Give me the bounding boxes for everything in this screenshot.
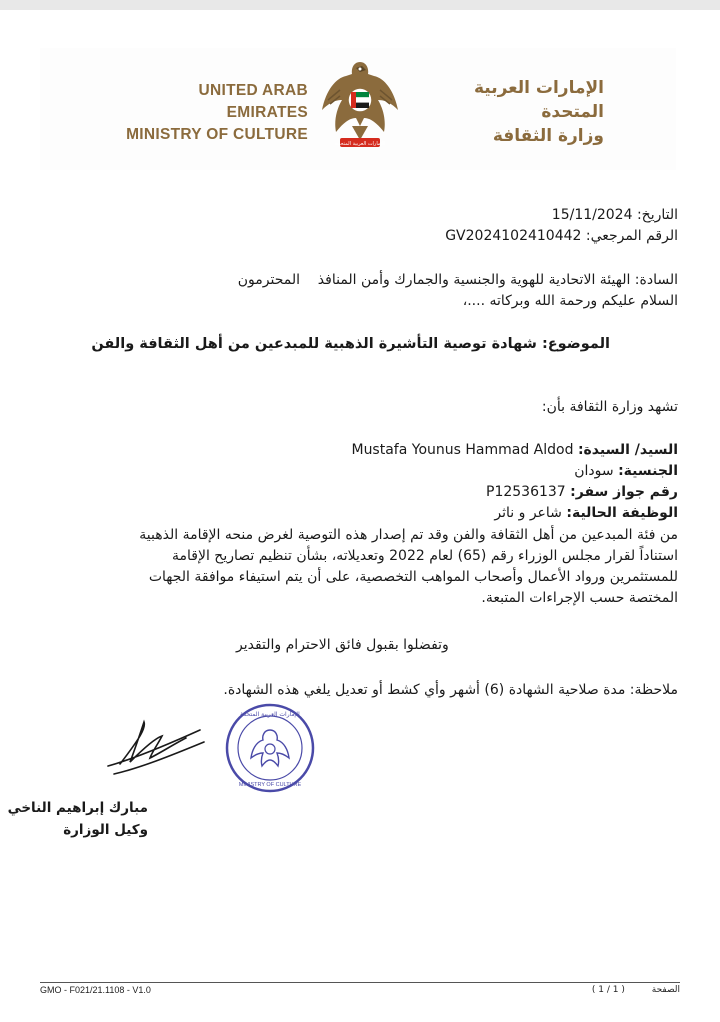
details-block <box>351 440 678 524</box>
body-line: للمستثمرين ورواد الأعمال وأصحاب المواهب التخصصية، على أن يتم استيفاء موافقة الجهات <box>148 569 678 585</box>
reference-label: الرقم المرجعي: <box>585 228 678 244</box>
letterhead-en-line2: MINISTRY OF CULTURE <box>126 126 308 143</box>
body-line: المختصة حسب الإجراءات المتبعة. <box>481 590 678 606</box>
nationality-label: الجنسية: <box>618 463 678 479</box>
greeting-line: السلام عليكم ورحمة الله وبركاته ....، <box>462 293 678 309</box>
note-line: ملاحظة: مدة صلاحية الشهادة (6) أشهر وأي كشط أو تعديل يلغي هذه الشهادة. <box>223 682 678 698</box>
job-value: شاعر و ناثر <box>494 505 562 521</box>
stamp-top-text: الإمارات العربية المتحدة <box>240 711 300 718</box>
page-label: الصفحة <box>651 985 680 995</box>
form-code: GMO - F021/21.1108 - V1.0 <box>40 985 151 995</box>
letterhead-en-line1: UNITED ARAB EMIRATES <box>198 82 308 121</box>
page-value: ( 1 / 1 ) <box>591 985 625 995</box>
letterhead-english <box>118 80 308 146</box>
closing-line: وتفضلوا بقبول فائق الاحترام والتقدير <box>236 637 449 653</box>
letterhead-ar-line2: وزارة الثقافة <box>492 126 604 146</box>
name-label: السيد/ السيدة: <box>577 442 678 458</box>
footer-divider <box>40 982 680 983</box>
date-value: 15/11/2024 <box>551 207 633 223</box>
body-line: من فئة المبدعين من أهل الثقافة والفن وقد تم إصدار هذه التوصية لغرض منحه الإقامة الذهبية <box>139 527 678 543</box>
emblem-ribbon-text: الإمارات العربية المتحدة <box>335 141 385 147</box>
signer-block <box>7 797 148 841</box>
addressee-line: السادة: الهيئة الاتحادية للهوية والجنسية والجمارك وأمن المنافذ المحترمون <box>237 272 678 288</box>
signer-name: مبارك إبراهيم الناخي <box>7 800 148 816</box>
letterhead-ar-line1: الإمارات العربية المتحدة <box>473 78 604 122</box>
intro-line: تشهد وزارة الثقافة بأن: <box>541 399 678 415</box>
passport-label: رقم جواز سفر: <box>570 484 678 500</box>
top-bar <box>0 0 720 10</box>
date-ref-block <box>445 205 678 247</box>
job-row <box>351 503 678 524</box>
passport-value: P12536137 <box>486 484 566 500</box>
addressee-block <box>238 270 678 312</box>
subject-line: الموضوع: شهادة توصية التأشيرة الذهبية للمبدعين من أهل الثقافة والفن <box>91 336 610 352</box>
body-paragraph <box>38 525 678 609</box>
reference-row <box>445 226 678 247</box>
nationality-value: سودان <box>574 463 614 479</box>
official-stamp-icon <box>224 702 316 794</box>
name-row <box>351 440 678 461</box>
nationality-row <box>351 461 678 482</box>
body-line: استناداً لقرار مجلس الوزراء رقم (65) لعام 2022 وتعديلاته، بشأن تنظيم تصاريح الإقامة <box>172 548 678 564</box>
passport-row <box>351 482 678 503</box>
reference-value: GV2024102410442 <box>445 228 582 244</box>
letterhead-arabic <box>408 76 604 148</box>
stamp-bottom-text: MINISTRY OF CULTURE <box>238 782 302 788</box>
signature-icon <box>100 708 210 778</box>
date-row <box>445 205 678 226</box>
name-value: Mustafa Younus Hammad Aldod <box>351 442 574 458</box>
uae-falcon-emblem-icon <box>316 56 404 152</box>
signer-title: وكيل الوزارة <box>63 822 148 838</box>
date-label: التاريخ: <box>636 207 678 223</box>
page-indicator <box>592 985 680 995</box>
job-label: الوظيفة الحالية: <box>566 505 678 521</box>
